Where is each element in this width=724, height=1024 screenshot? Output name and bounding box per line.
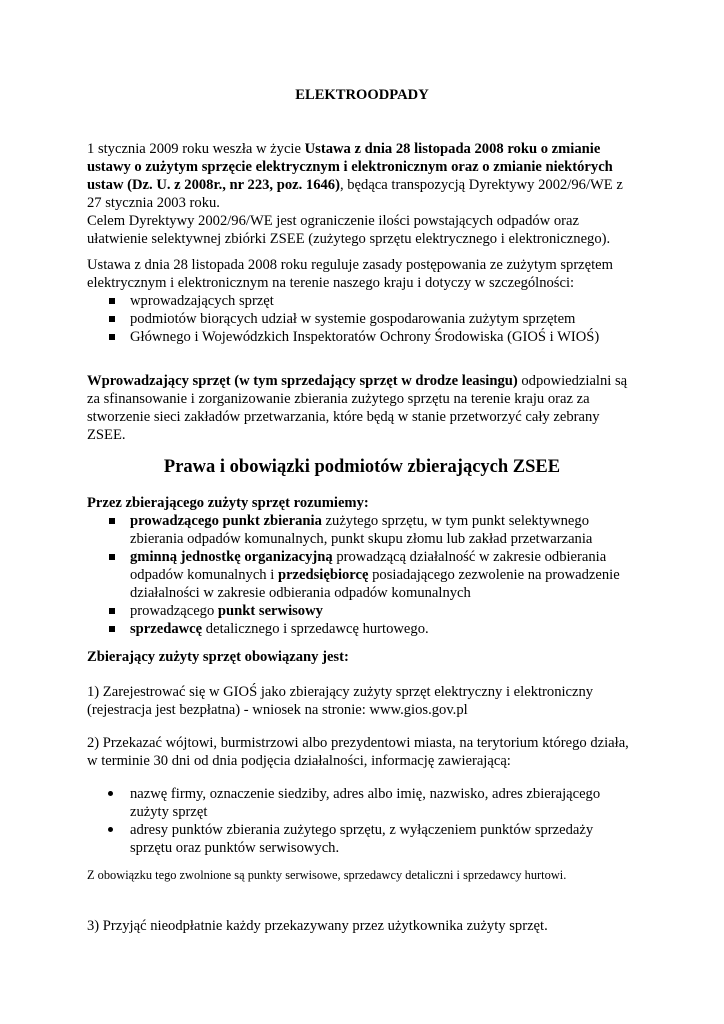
scope-list [87, 292, 637, 346]
list-item [87, 602, 637, 620]
item-text: posiadającego zezwolenie na prowadzenie działalności w zakresie odbierania odpadów komunalnych [130, 567, 620, 601]
collectors-heading [87, 494, 637, 512]
section-heading: Prawa i obowiązki podmiotów zbierających ZSEE [163, 457, 561, 477]
bold-term: sprzedawcę [130, 621, 203, 637]
bold-term: gminną jednostkę organizacyjną [130, 549, 333, 565]
obligation-2 [87, 734, 637, 770]
act-title: Ustawa z dnia 28 listopada 2008 roku o zmianie ustawy o zużytym sprzęcie elektrycznym i elektronicznym oraz o zmianie niektórych ustaw (Dz. U. z 2008r., nr 223, poz. 1646) [87, 141, 613, 193]
item-text: zużytego sprzętu, w tym punkt selektywnego zbierania odpadów komunalnych, punkt skupu złomu lub zakład przetwarzania [130, 513, 593, 547]
list-item [87, 512, 637, 548]
scope-text: Ustawa z dnia 28 listopada 2008 roku reguluje zasady postępowania ze zużytym sprzętem elektrycznym i elektronicznym na terenie naszego kraju i dotyczy w szczególności: [87, 257, 614, 291]
list-item: adresy punktów zbierania zużytego sprzętu, z wyłączeniem punktów sprzedaży sprzętu oraz punktów serwisowych. [87, 821, 637, 857]
intro-section [87, 140, 637, 248]
obligation-3-text: 3) Przyjąć nieodpłatnie każdy przekazywany przez użytkownika zużyty sprzęt. [87, 918, 548, 934]
document-title: ELEKTROODPADY [295, 87, 429, 103]
obligation-1 [87, 683, 637, 719]
introducers-bold: Wprowadzający sprzęt (w tym sprzedający sprzęt w drodze leasingu) [87, 373, 518, 389]
obligation-2-list-block [87, 785, 637, 857]
item-text: prowadzącą działalność w zakresie odbierania odpadów komunalnych i [130, 549, 607, 583]
item-text: prowadzącego [130, 603, 218, 619]
introducers-text: odpowiedzialni są za sfinansowanie i zorganizowanie zbierania zużytego sprzętu na terenie kraju oraz za stworzenie sieci zakładów przetwarzania, które będą w stanie przetworzyć cały zebrany ZSEE. [87, 373, 628, 443]
scope-section [87, 256, 637, 346]
list-item [87, 548, 637, 602]
list-item: Głównego i Wojewódzkich Inspektoratów Ochrony Środowiska (GIOŚ i WIOŚ) [87, 328, 637, 346]
intro-text-end: , będąca transpozycją Dyrektywy 2002/96/WE z 27 stycznia 2003 roku. [87, 177, 623, 211]
bold-term: prowadzącego punkt zbierania [130, 513, 322, 529]
collectors-section [87, 494, 637, 638]
intro-paragraph-2: Celem Dyrektywy 2002/96/WE jest ograniczenie ilości powstających odpadów oraz ułatwienie selektywnej zbiórki ZSEE (zużytego sprzętu elektrycznego i elektronicznego). [87, 213, 611, 247]
obligations-heading [87, 648, 637, 666]
bold-term: punkt serwisowy [217, 603, 323, 619]
list-item: podmiotów biorących udział w systemie gospodarowania zużytym sprzętem [87, 310, 637, 328]
exemption-text: Z obowiązku tego zwolnione są punkty serwisowe, sprzedawcy detaliczni i sprzedawcy hurtowi. [87, 868, 567, 882]
introducers-section [87, 372, 637, 444]
intro-paragraph-1 [87, 140, 637, 212]
introducers-paragraph [87, 372, 637, 444]
obligation-3 [87, 917, 637, 935]
obligation-1-text: 1) Zarejestrować się w GIOŚ jako zbierający zużyty sprzęt elektryczny i elektroniczny (rejestracja jest bezpłatna) - wniosek na stronie: www.gios.gov.pl [87, 684, 594, 718]
collectors-list [87, 512, 637, 638]
list-item: nazwę firmy, oznaczenie siedziby, adres albo imię, nazwisko, adres zbierającego zużyty sprzęt [87, 785, 637, 821]
list-item: wprowadzających sprzęt [87, 292, 637, 310]
item-text: detalicznego i sprzedawcę hurtowego. [202, 621, 429, 637]
exemption-note [87, 866, 637, 884]
bold-term: przedsiębiorcę [277, 567, 369, 583]
obligation-2-list [87, 785, 637, 857]
obligation-2-text: 2) Przekazać wójtowi, burmistrzowi albo prezydentowi miasta, na terytorium którego działa, w terminie 30 dni od dnia podjęcia działalności, informację zawierającą: [87, 735, 629, 769]
collectors-heading-text: Przez zbierającego zużyty sprzęt rozumiemy: [87, 495, 369, 511]
list-item [87, 620, 637, 638]
intro-text: 1 stycznia 2009 roku weszła w życie [87, 141, 305, 157]
obligations-heading-text: Zbierający zużyty sprzęt obowiązany jest: [87, 649, 349, 665]
obligations-heading-block [87, 648, 637, 666]
